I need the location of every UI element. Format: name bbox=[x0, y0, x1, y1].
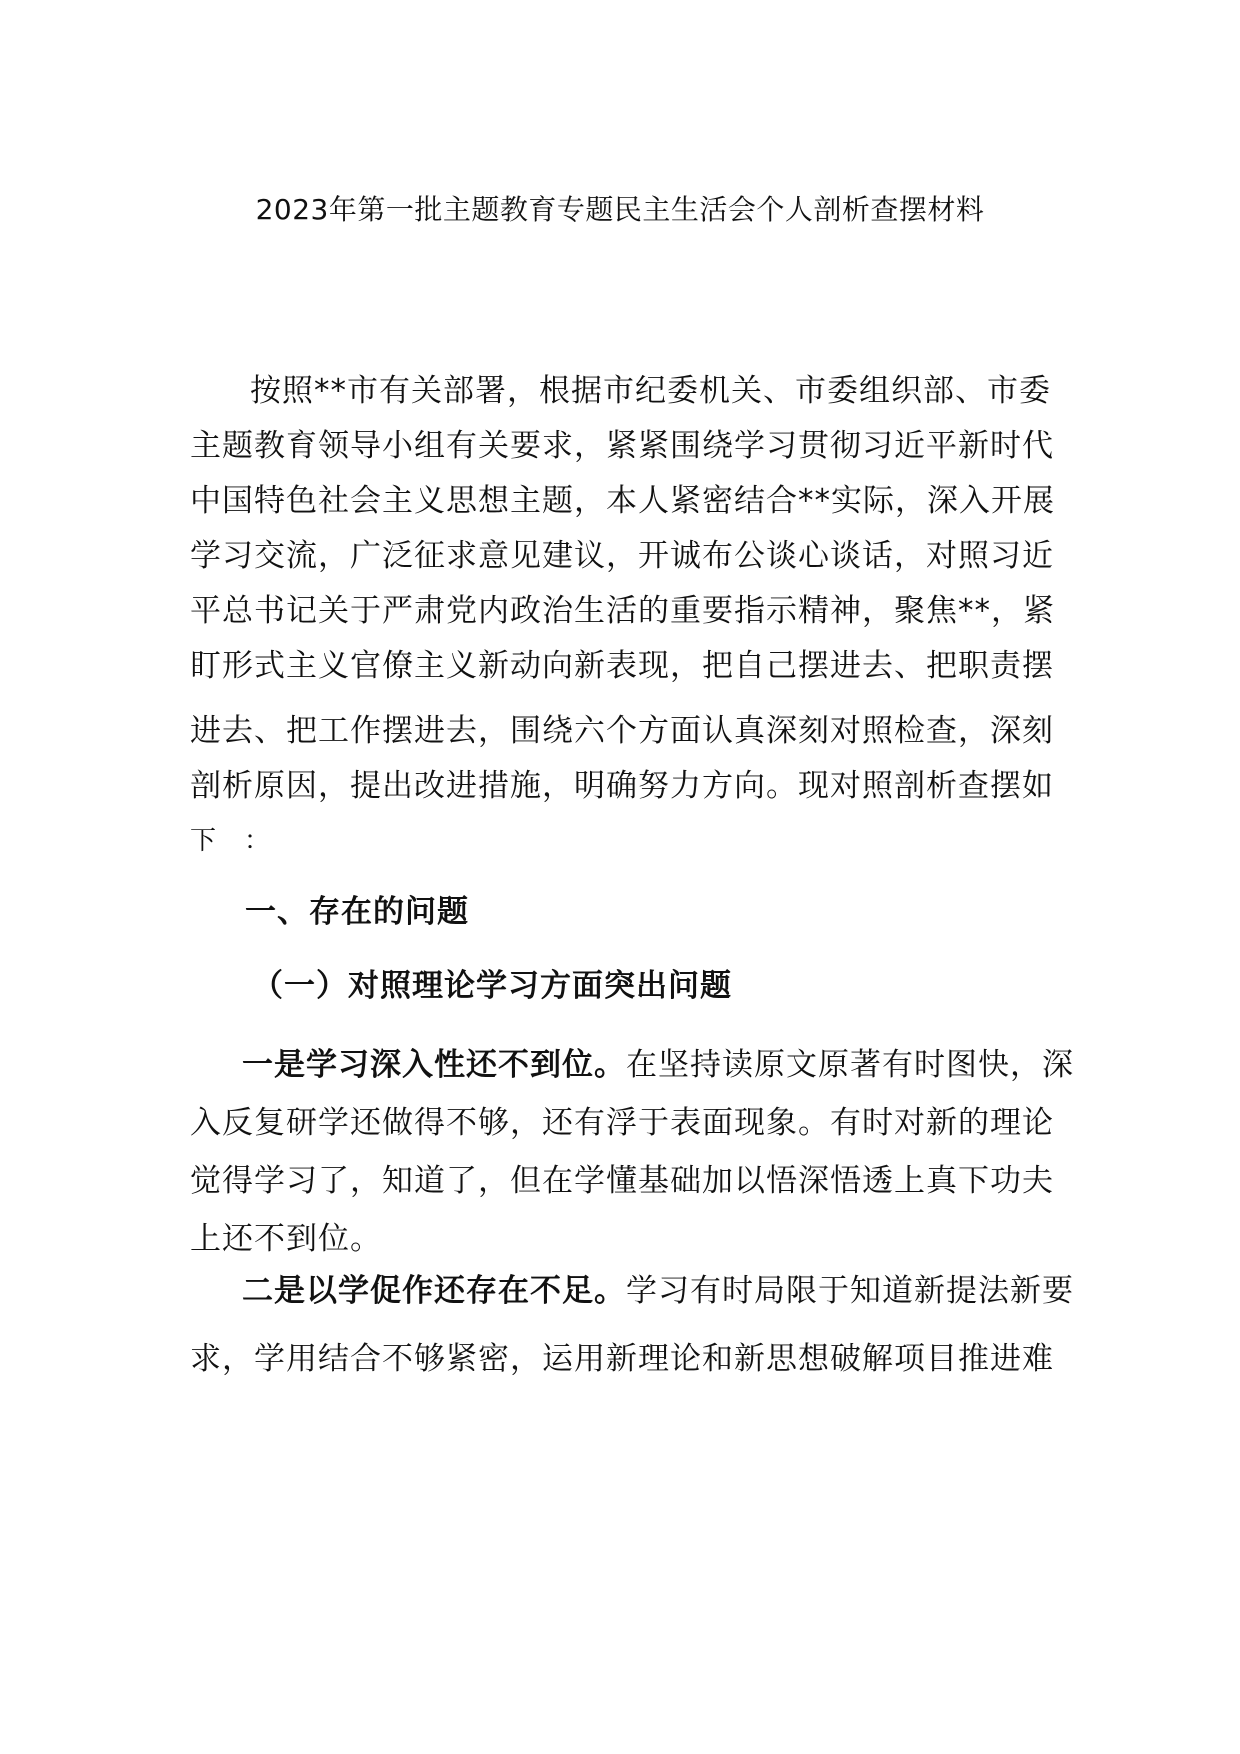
paragraph-line: 求，学用结合不够紧密，运用新理论和新思想破解项目推进难 bbox=[190, 1341, 1054, 1377]
paragraph-line bbox=[190, 1262, 1074, 1320]
document-title: 2023年第一批主题教育专题民主生活会个人剖析查摆材料 bbox=[255, 193, 985, 226]
paragraph-lead: 一是学习深入性还不到位。 bbox=[242, 1047, 626, 1083]
paragraph-lead: 二是以学促作还存在不足。 bbox=[242, 1273, 626, 1309]
section-heading: 一、存在的问题 bbox=[245, 894, 469, 930]
intro-line: 盯形式主义官僚主义新动向新表现，把自己摆进去、把职责摆 bbox=[190, 648, 1054, 684]
paragraph-line: 入反复研学还做得不够，还有浮于表面现象。有时对新的理论 bbox=[190, 1105, 1054, 1141]
paragraph-line bbox=[190, 1036, 1074, 1094]
paragraph-line: 上还不到位。 bbox=[190, 1221, 382, 1257]
intro-line: 剖析原因，提出改进措施，明确努力方向。现对照剖析查摆如 bbox=[190, 768, 1054, 804]
paragraph-text: 在坚持读原文原著有时图快，深 bbox=[626, 1047, 1074, 1083]
subsection-heading: （一）对照理论学习方面突出问题 bbox=[252, 968, 732, 1004]
paragraph-text: 学习有时局限于知道新提法新要 bbox=[626, 1273, 1074, 1309]
intro-line: 平总书记关于严肃党内政治生活的重要指示精神，聚焦**，紧 bbox=[190, 593, 1055, 629]
intro-line: 学习交流，广泛征求意见建议，开诚布公谈心谈话，对照习近 bbox=[190, 538, 1054, 574]
problem-paragraph-2 bbox=[190, 1262, 1074, 1388]
intro-line: 按照**市有关部署，根据市纪委机关、市委组织部、市委 bbox=[250, 373, 1051, 409]
intro-line: 进去、把工作摆进去，围绕六个方面认真深刻对照检查，深刻 bbox=[190, 713, 1054, 749]
problem-paragraph-1 bbox=[190, 1036, 1074, 1268]
intro-line: 下 ： bbox=[190, 826, 272, 856]
intro-line: 主题教育领导小组有关要求，紧紧围绕学习贯彻习近平新时代 bbox=[190, 428, 1054, 464]
intro-paragraph bbox=[190, 364, 1055, 869]
intro-line: 中国特色社会主义思想主题，本人紧密结合**实际，深入开展 bbox=[190, 483, 1055, 519]
paragraph-line: 觉得学习了，知道了，但在学懂基础加以悟深悟透上真下功夫 bbox=[190, 1163, 1054, 1199]
